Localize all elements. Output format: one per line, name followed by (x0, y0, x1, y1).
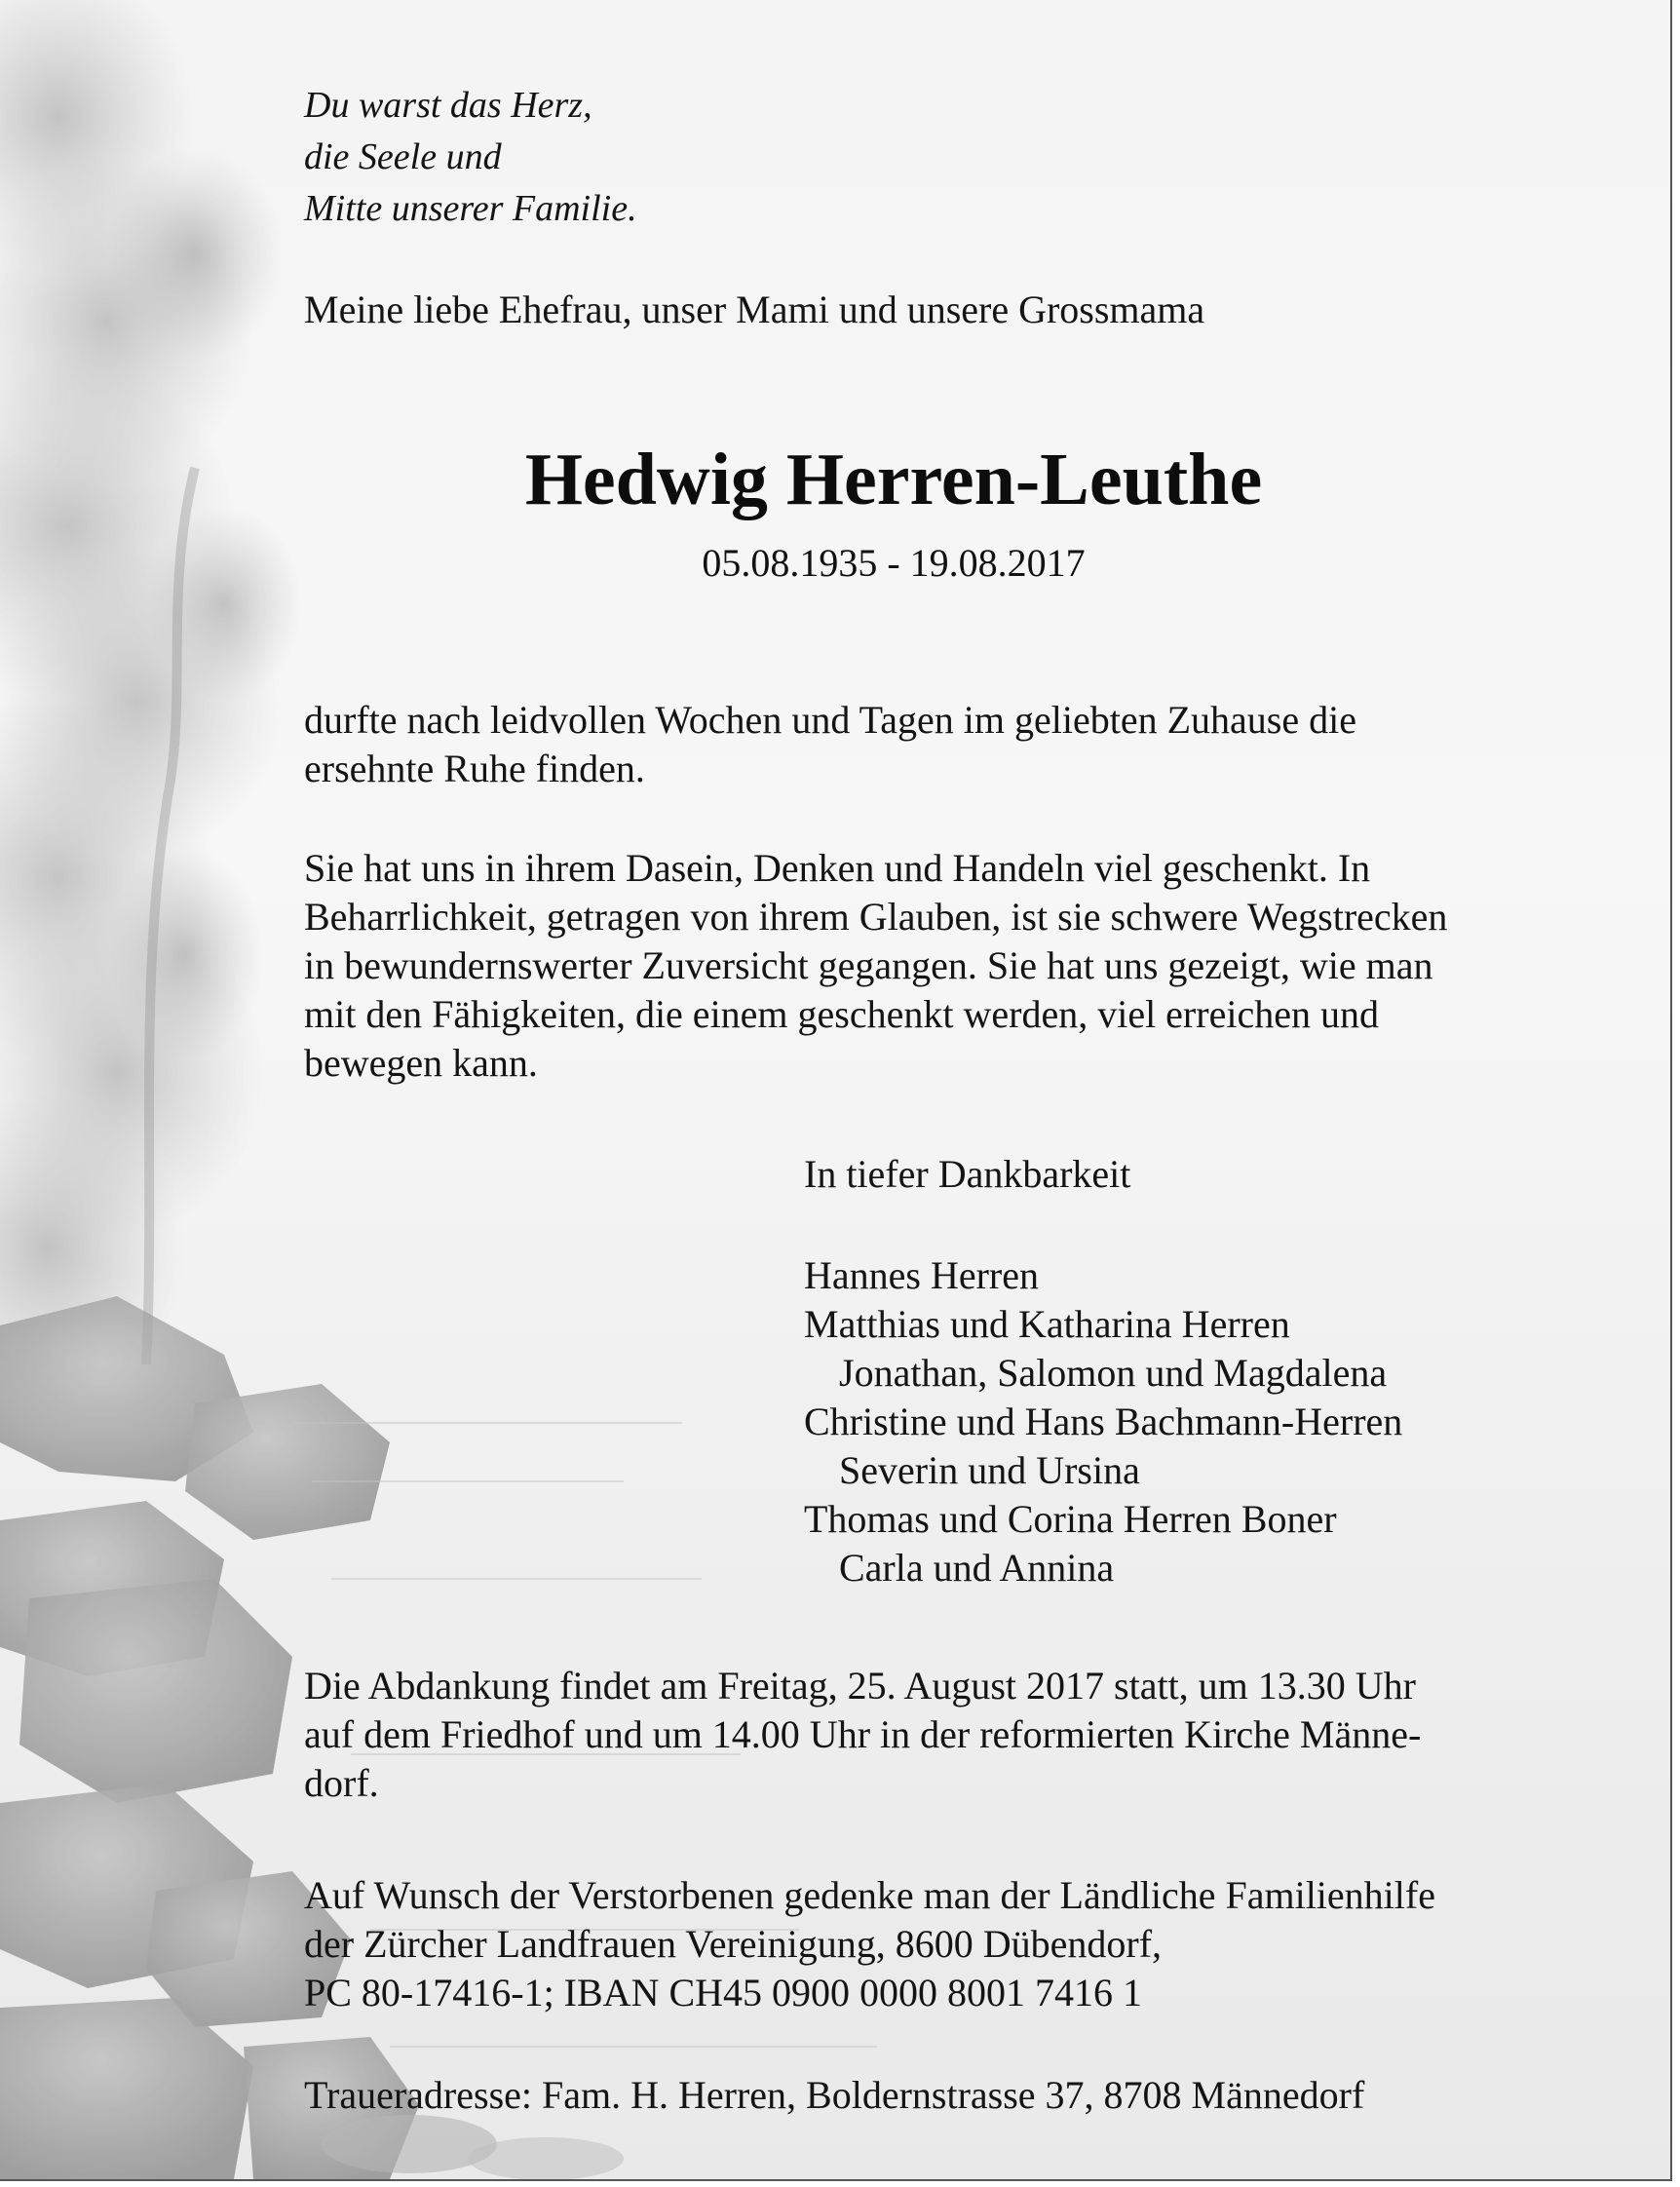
family-member: Christine und Hans Bachmann-Herren (804, 1400, 1403, 1443)
paragraph-line: Sie hat uns in ihrem Dasein, Denken und Handeln viel geschenkt. In (304, 846, 1371, 890)
mourning-address: Traueradresse: Fam. H. Herren, Boldernstrasse 37, 8708 Männedorf (304, 2073, 1365, 2117)
announcement-paragraph (304, 696, 1356, 793)
donation-line: PC 80-17416-1; IBAN CH45 0900 0000 8001 7416 1 (304, 1971, 1143, 2014)
paragraph-line: bewegen kann. (304, 1041, 538, 1085)
memorial-motto (304, 80, 637, 235)
closing-line: In tiefer Dankbarkeit (804, 1152, 1131, 1196)
paragraph-line: mit den Fähigkeiten, die einem geschenkt werden, viel erreichen und (304, 992, 1379, 1036)
family-member: Thomas und Corina Herren Boner (804, 1497, 1337, 1541)
family-member-children: Jonathan, Salomon und Magdalena (839, 1351, 1388, 1395)
paragraph-line: in bewundernswerter Zuversicht gegangen. Sie hat uns gezeigt, wie man (304, 943, 1433, 987)
family-member: Hannes Herren (804, 1253, 1039, 1297)
family-member: Matthias und Katharina Herren (804, 1302, 1290, 1346)
deceased-name: Hedwig Herren-Leuthe (524, 439, 1263, 520)
donation-line: der Zürcher Landfrauen Vereinigung, 8600 Dübendorf, (304, 1922, 1163, 1966)
family-list (804, 1251, 1402, 1592)
service-line: Die Abdankung findet am Freitag, 25. August 2017 statt, um 13.30 Uhr (304, 1664, 1416, 1707)
funeral-service-info (304, 1662, 1421, 1808)
motto-line: Mitte unserer Familie. (304, 188, 637, 229)
family-member-children: Severin und Ursina (839, 1448, 1140, 1492)
service-line: dorf. (304, 1761, 379, 1805)
donation-info (304, 1871, 1435, 2017)
motto-line: die Seele und (304, 136, 502, 177)
life-dates: 05.08.1935 - 19.08.2017 (702, 541, 1086, 585)
intro-line: Meine liebe Ehefrau, unser Mami und unsere Grossmama (304, 288, 1205, 331)
family-member-children: Carla und Annina (839, 1546, 1115, 1590)
paragraph-line: durfte nach leidvollen Wochen und Tagen im geliebten Zuhause die (304, 698, 1356, 742)
paragraph-line: Beharrlichkeit, getragen von ihrem Glauben, ist sie schwere Wegstrecken (304, 895, 1448, 939)
motto-line: Du warst das Herz, (304, 85, 592, 126)
donation-line: Auf Wunsch der Verstorbenen gedenke man der Ländliche Familienhilfe (304, 1873, 1435, 1917)
service-line: auf dem Friedhof und um 14.00 Uhr in der reformierten Kirche Männe- (304, 1712, 1422, 1756)
paragraph-line: ersehnte Ruhe finden. (304, 747, 645, 790)
tribute-paragraph (304, 844, 1447, 1088)
